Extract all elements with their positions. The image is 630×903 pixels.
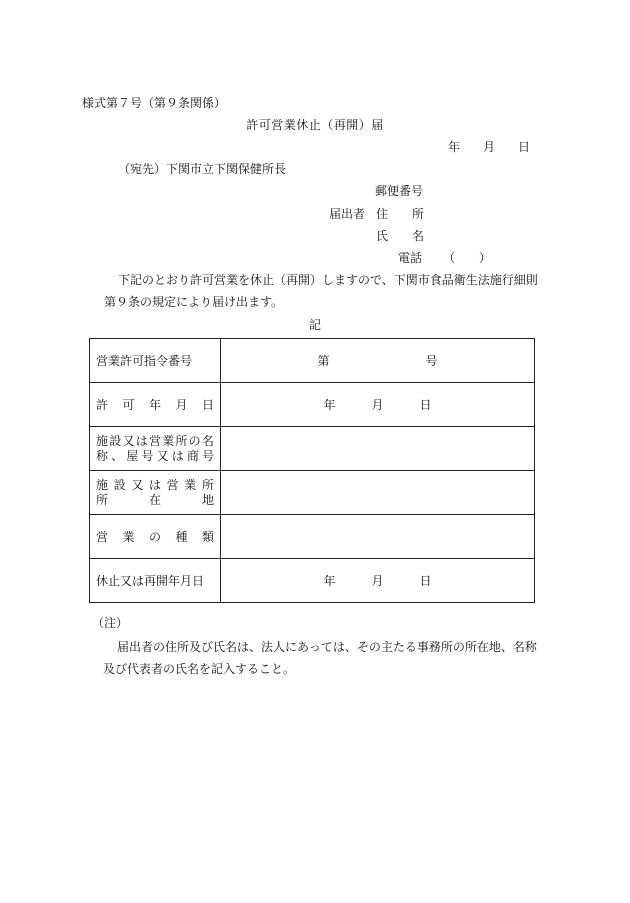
address-label: 住 所 <box>376 207 425 221</box>
record-table <box>89 338 535 603</box>
suspension-date-year: 年 <box>323 574 336 588</box>
permit-date-year: 年 <box>323 398 336 412</box>
table-row <box>90 559 535 603</box>
facility-address-label-line1: 施 設 又 は 営 業 所 <box>96 477 214 492</box>
postal-code-label: 郵便番号 <box>375 184 424 198</box>
table-row <box>90 471 535 515</box>
form-title: 許可営業休止（再開）届 <box>246 118 384 132</box>
permit-number-label-text: 営業許可指令番号 <box>96 354 193 368</box>
permit-number-cell <box>221 339 535 383</box>
phone-label: 電話 <box>398 251 423 265</box>
phone-parentheses: （ ） <box>443 251 492 265</box>
note-heading: （注） <box>92 616 129 630</box>
facility-address-label <box>90 471 221 515</box>
permit-number-label <box>90 339 221 383</box>
permit-number-prefix: 第 <box>317 354 330 368</box>
facility-name-label <box>90 427 221 471</box>
permit-date-month: 月 <box>371 398 384 412</box>
business-type-cell <box>221 515 535 559</box>
form-number: 様式第７号（第９条関係） <box>82 96 227 110</box>
ki-heading: 記 <box>308 318 321 332</box>
name-label: 氏 名 <box>376 229 425 243</box>
facility-name-label-line2: 称 、 屋 号 又 は 商 号 <box>96 448 214 463</box>
addressee: （宛先）下関市立下関保健所長 <box>118 162 287 176</box>
table-row <box>90 515 535 559</box>
permit-date-label <box>90 383 221 427</box>
permit-number-suffix: 号 <box>425 354 438 368</box>
applicant-label: 届出者 <box>329 207 366 221</box>
facility-address-cell <box>221 471 535 515</box>
permit-date-cell <box>221 383 535 427</box>
suspension-date-cell <box>221 559 535 603</box>
table-row <box>90 427 535 471</box>
suspension-date-label <box>90 559 221 603</box>
table-row <box>90 383 535 427</box>
date-month: 月 <box>483 140 496 154</box>
table-row <box>90 339 535 383</box>
date-year: 年 <box>448 140 461 154</box>
body-text-line1: 下記のとおり許可営業を休止（再開）しますので、下関市食品衛生法施行細則 <box>118 273 538 287</box>
suspension-date-label-text: 休止又は再開年月日 <box>96 574 205 588</box>
suspension-date-month: 月 <box>371 574 384 588</box>
note-text-line2: 及び代表者の氏名を記入すること。 <box>103 662 296 676</box>
facility-name-cell <box>221 427 535 471</box>
business-type-label <box>90 515 221 559</box>
permit-date-label-text: 許 可 年 月 日 <box>96 398 214 412</box>
facility-address-label-line2: 所 在 地 <box>96 492 214 507</box>
business-type-label-text: 営 業 の 種 類 <box>96 530 214 544</box>
facility-name-label-line1: 施 設 又 は 営 業 所 の 名 <box>96 433 214 448</box>
permit-date-day: 日 <box>419 398 432 412</box>
note-text-line1: 届出者の住所及び氏名は、法人にあっては、その主たる事務所の所在地、名称 <box>117 640 537 654</box>
suspension-date-day: 日 <box>419 574 432 588</box>
date-day: 日 <box>518 140 531 154</box>
body-text-line2: 第９条の規定により届け出ます。 <box>104 295 284 309</box>
